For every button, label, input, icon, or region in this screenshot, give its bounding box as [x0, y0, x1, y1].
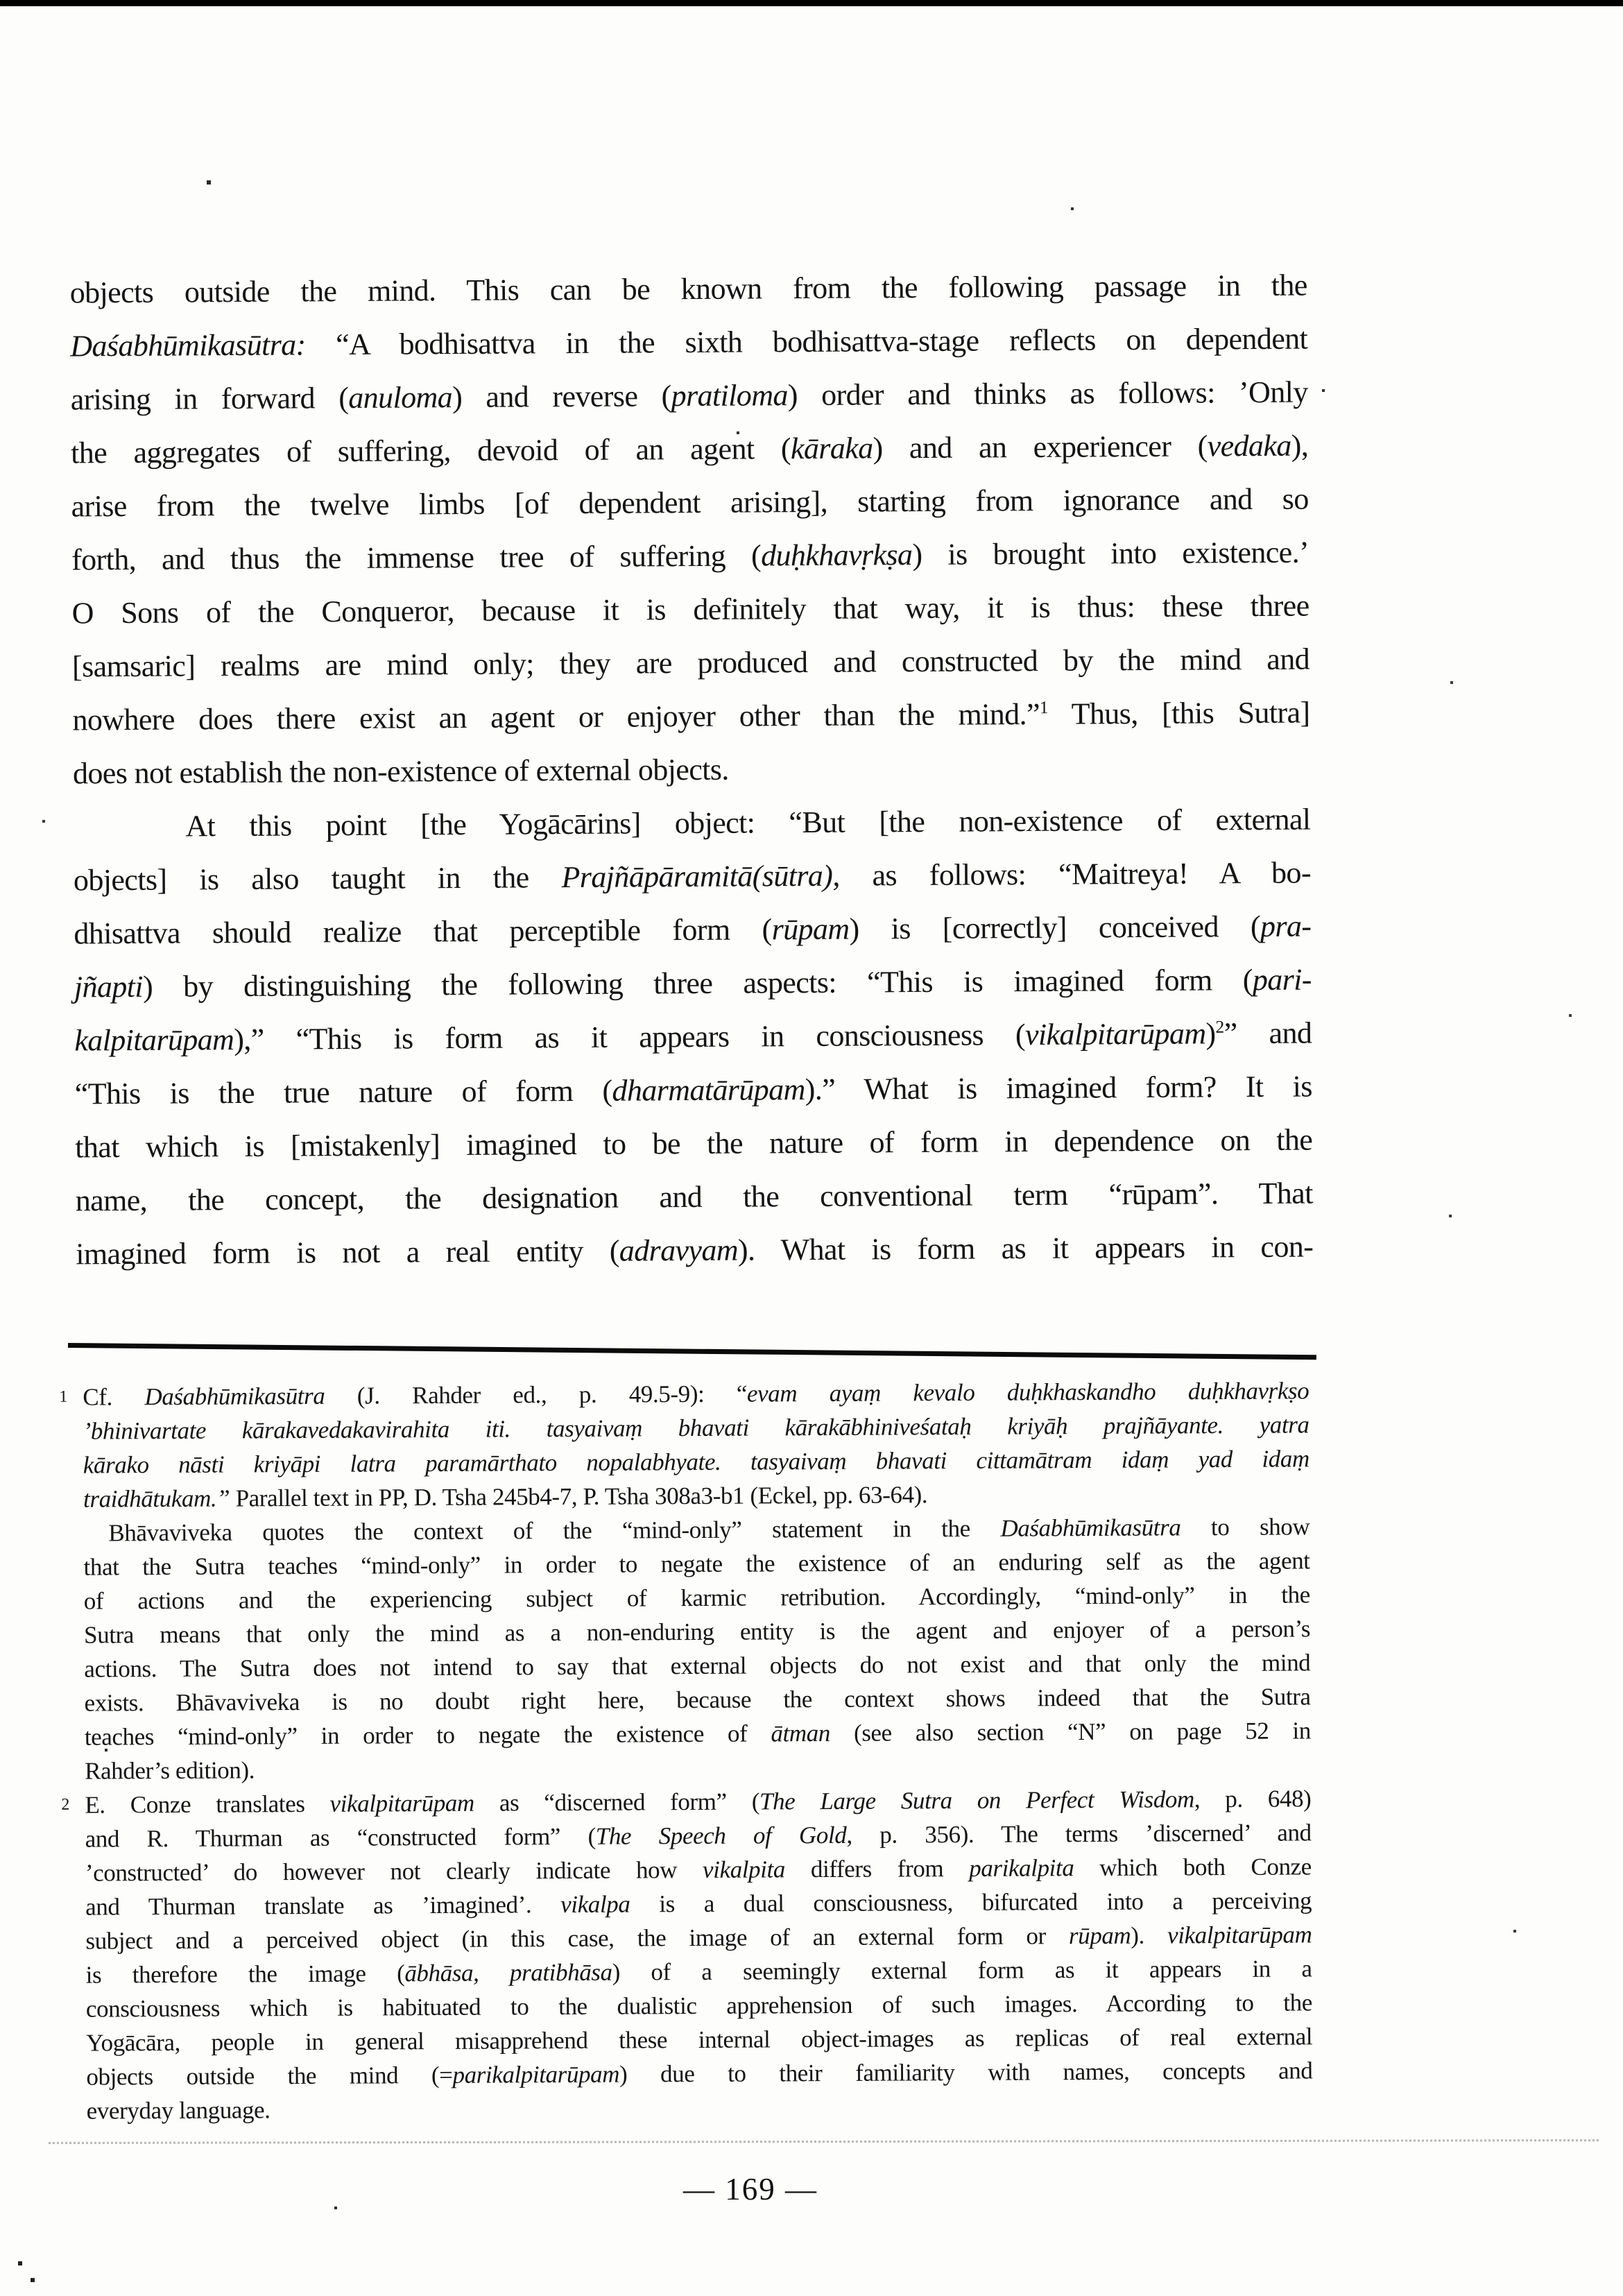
text-line: exists. Bhāvaviveka is no doubt right here, because the context shows indeed that the Sutra [84, 1683, 1311, 1717]
text-line: subject and a perceived object (in this case, the image of an external form or rūpam). vikalpitarūpam [85, 1921, 1312, 1955]
footnote [59, 1373, 1311, 1788]
text-line: nowhere does there exist an agent or enjoyer other than the mind.”$^1$ Thus, [this Sutra] [72, 695, 1310, 737]
text-line: kārako nāsti kriyāpi latra paramārthato nopalabhyate. tasyaivaṃ bhavati cittamātram idaṃ yad idaṃ [83, 1445, 1309, 1479]
text-line: ’constructed’ do however not clearly indicate how vikalpita differs from parikalpita which both Conze [85, 1853, 1312, 1887]
text-line: “This is the true nature of form (dharmatārūpam).” What is imagined form? It is [74, 1069, 1312, 1111]
text-line: does not establish the non-existence of external objects. [72, 752, 729, 791]
text-line: the aggregates of suffering, devoid of an agent (kāraka) and an experiencer (vedaka), [71, 428, 1309, 470]
text-line: and Thurman translate as ’imagined’. vikalpa is a dual consciousness, bifurcated into a perceiving [85, 1887, 1312, 1921]
text-line: Yogācāra, people in general misapprehend these internal object-images as replicas of real external [86, 2023, 1313, 2057]
text-line: teaches “mind-only” in order to negate the existence of ātman (see also section “N” on page 52 in [84, 1717, 1311, 1751]
text-line: arising in forward (anuloma) and reverse (pratiloma) order and thinks as follows: ’Only [70, 375, 1308, 417]
text-line: objects] is also taught in the Prajñāpāramitā(sūtra), as follows: “Maitreya! A bo- [73, 855, 1312, 898]
text-line: traidhātukam.” Parallel text in PP, D. Tsha 245b4-7, P. Tsha 308a3-b1 (Eckel, pp. 63-64). [83, 1481, 928, 1513]
text-line: Rahder’s edition). [85, 1756, 255, 1785]
paragraph [73, 793, 1313, 1281]
text-line: ’bhinivartate kārakavedakavirahita iti. tasyaivaṃ bhavati kārakābhiniveśataḥ kriyāḥ prajñāyante. yatra [83, 1411, 1309, 1445]
text-line: dhisattva should realize that perceptible form (rūpam) is [correctly] conceived (pra- [74, 909, 1312, 951]
text-line: Bhāvaviveka quotes the context of the “mind-only” statement in the Daśabhūmikasūtra to show [108, 1513, 1310, 1547]
scan-specks [0, 0, 1, 1]
text-line: that the Sutra teaches “mind-only” in order to negate the existence of an enduring self as the agent [83, 1547, 1310, 1581]
text-line: Sutra means that only the mind as a non-enduring entity is the agent and enjoyer of a person’s [84, 1615, 1311, 1649]
text-line: Cf. Daśabhūmikasūtra (J. Rahder ed., p. 49.5-9): “evam ayaṃ kevalo duḥkhaskandho duḥkhavṛkṣo [83, 1377, 1309, 1411]
text-line: consciousness which is habituated to the dualistic apprehension of such images. According to the [85, 1989, 1313, 2023]
text-line: O Sons of the Conqueror, because it is definitely that way, it is thus: these three [71, 588, 1309, 631]
text-line: arise from the twelve limbs [of dependent arising], starting from ignorance and so [71, 481, 1309, 524]
text-line: jñapti) by distinguishing the following three aspects: “This is imagined form (pari- [74, 962, 1312, 1004]
text-line: actions. The Sutra does not intend to say that external objects do not exist and that only the mind [84, 1649, 1311, 1683]
text-line: of actions and the experiencing subject of karmic retribution. Accordingly, “mind-only” in the [83, 1581, 1310, 1615]
scan-dotted-line [49, 2139, 1599, 2144]
text-line: At this point [the Yogācārins] object: “But [the non-existence of external [185, 802, 1311, 843]
footnote [61, 1781, 1313, 2127]
text-line: name, the concept, the designation and the conventional term “rūpam”. That [75, 1176, 1313, 1218]
footnote-separator-rule [68, 1343, 1316, 1360]
text-line: and R. Thurman as “constructed form” (The Speech of Gold, p. 356). The terms ’discerned’ and [85, 1819, 1312, 1853]
text-line: objects outside the mind (=parikalpitarūpam) due to their familiarity with names, concepts and [86, 2057, 1313, 2091]
footnote-marker: 2 [61, 1795, 70, 1814]
scan-edge-top [0, 0, 1623, 6]
text-line: everyday language. [86, 2096, 270, 2125]
text-line: [samsaric] realms are mind only; they are produced and constructed by the mind and [71, 642, 1310, 684]
text-line: that which is [mistakenly] imagined to be the nature of form in dependence on the [75, 1122, 1313, 1165]
text-line: kalpitarūpam),” “This is form as it appears in consciousness (vikalpitarūpam)$^2$” and [74, 1016, 1312, 1058]
text-line: forth, and thus the immense tree of suffering (duḥkhavṛkṣa) is brought into existence.’ [71, 535, 1309, 577]
text-line: Daśabhūmikasūtra: “A bodhisattva in the sixth bodhisattva-stage reflects on dependent [70, 321, 1308, 363]
text-line: imagined form is not a real entity (adravyam). What is form as it appears in con- [76, 1229, 1314, 1271]
page-number: — 169 — [683, 2172, 818, 2207]
footnote-marker: 1 [59, 1387, 68, 1406]
body-text [70, 259, 1314, 1281]
text-line: objects outside the mind. This can be known from the following passage in the [69, 268, 1307, 310]
text-line: is therefore the image (ābhāsa, pratibhāsa) of a seemingly external form as it appears in a [85, 1955, 1312, 1989]
text-line: E. Conze translates vikalpitarūpam as “discerned form” (The Large Sutra on Perfect Wisdom, p. 648) [85, 1785, 1312, 1819]
footnotes-section [59, 1373, 1313, 2127]
paragraph [70, 259, 1311, 800]
